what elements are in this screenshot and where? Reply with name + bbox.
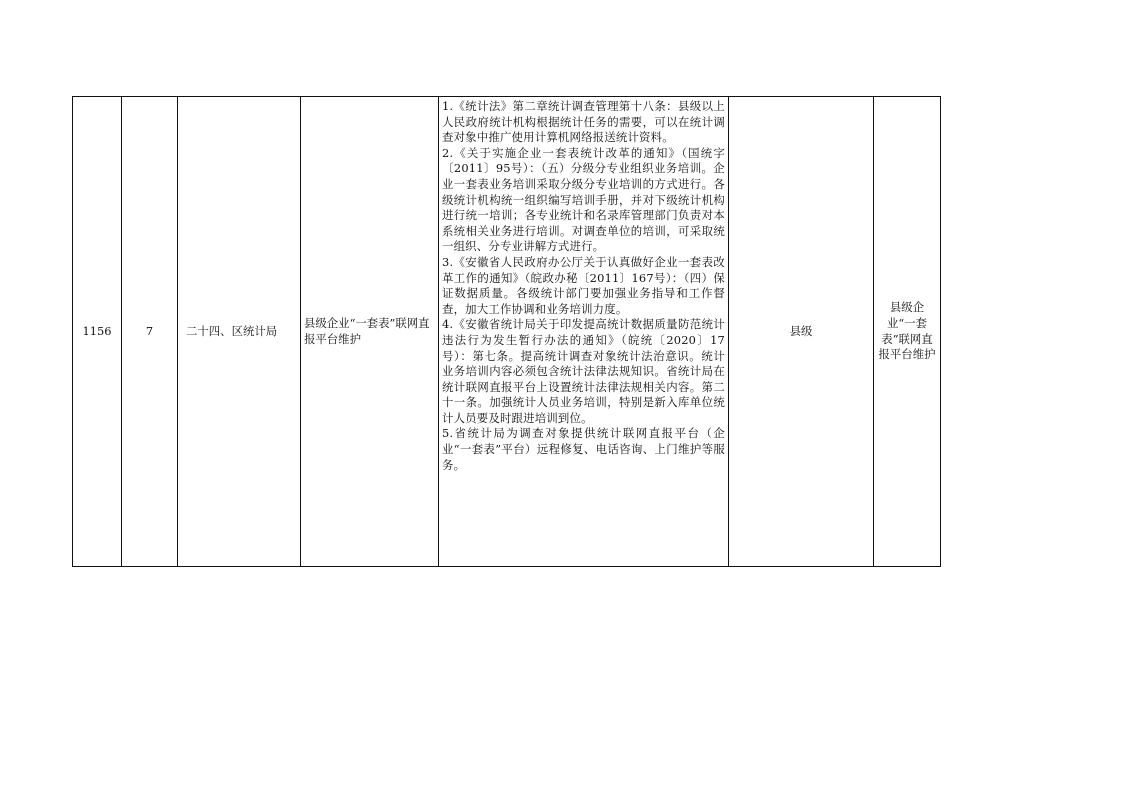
table-row <box>73 97 941 567</box>
sequence-number-cell: 7 <box>122 97 178 567</box>
department-cell: 二十四、区统计局 <box>178 97 301 567</box>
record-table <box>72 96 941 567</box>
serial-number-cell: 1156 <box>73 97 122 567</box>
item-name-cell: 县级企业“一套表”联网直报平台维护 <box>301 97 439 567</box>
legal-basis-paragraph: 5.省统计局为调查对象提供统计联网直报平台（企业“一套表”平台）远程修复、电话咨询、上门维护等服务。 <box>442 426 725 472</box>
legal-basis-paragraph: 3.《安徽省人民政府办公厅关于认真做好企业一套表改革工作的通知》（皖政办秘〔2011〕167号）：（四）保证数据质量。各级统计部门要加强业务指导和工作督查，加大工作协调和业务培训力度。 <box>442 254 725 316</box>
legal-basis-paragraph: 4.《安徽省统计局关于印发提高统计数据质量防范统计违法行为发生暂行办法的通知》（皖统〔2020〕17号）：第七条。提高统计调查对象统计法治意识。统计业务培训内容必须包含统计法律法规知识。省统计局在统计联网直报平台上设置统计法律法规相关内容。第二十一条。加强统计人员业务培训，特别是新入库单位统计人员要及时跟进培训到位。 <box>442 317 725 425</box>
legal-basis-cell <box>439 97 729 567</box>
level-cell: 县级 <box>729 97 874 567</box>
legal-basis-paragraph: 2.《关于实施企业一套表统计改革的通知》（国统字〔2011〕95号）：（五）分级分专业组织业务培训。企业一套表业务培训采取分级分专业培训的方式进行。各级统计机构统一组织编写培训手册，并对下级统计机构进行统一培训；各专业统计和名录库管理部门负责对本系统相关业务进行培训。对调查单位的培训，可采取统一组织、分专业讲解方式进行。 <box>442 145 725 254</box>
note-cell: 县级企业“一套表”联网直报平台维护 <box>874 97 941 567</box>
legal-basis-paragraph: 1.《统计法》第二章统计调查管理第十八条：县级以上人民政府统计机构根据统计任务的需要，可以在统计调查对象中推广使用计算机网络报送统计资料。 <box>442 99 725 145</box>
